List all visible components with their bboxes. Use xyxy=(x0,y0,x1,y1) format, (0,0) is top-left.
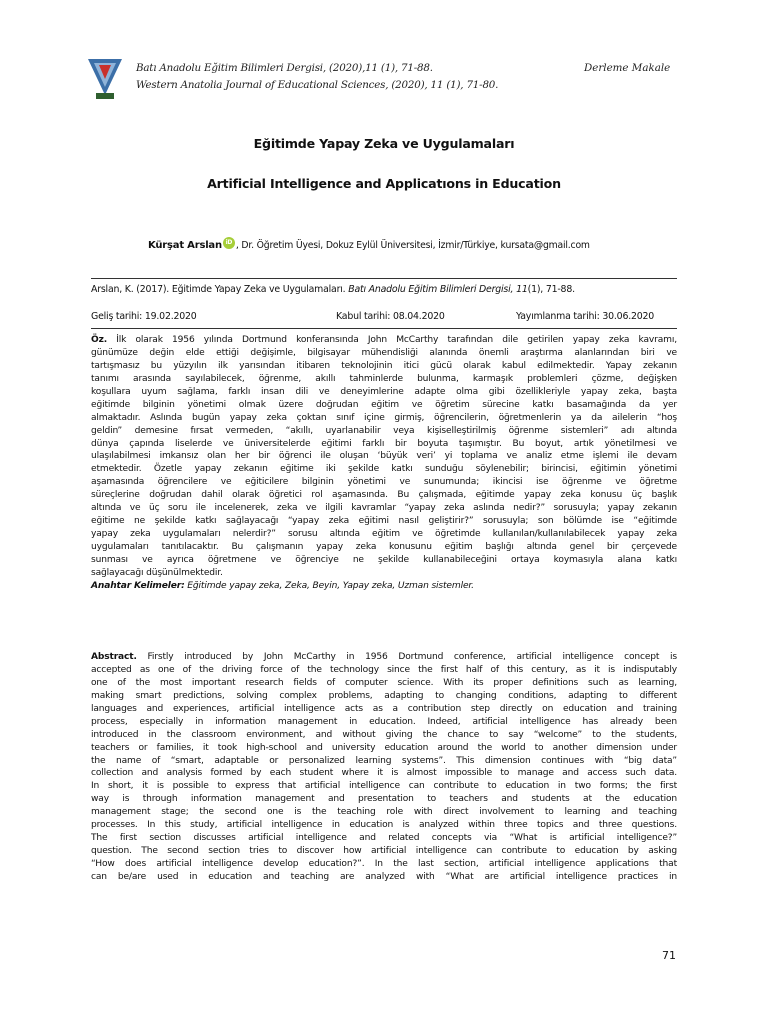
text-line: sağlayacağı düşünülmektedir. xyxy=(91,567,223,578)
text-line: The first section discusses artificial intelligence and related concepts via “What is artificial intelligence?” xyxy=(91,833,677,844)
text-line: languages and experiences, artificial intelligence acts as a contribution step directly on education and training xyxy=(91,703,677,714)
text-line: eğitimde bilginin yönetimi olmak üzere doğrudan eğitim ve öğretim sürecine katkı basamağında da yer xyxy=(91,399,677,410)
keywords: Anahtar Kelimeler: Eğitimde yapay zeka, Zeka, Beyin, Yapay zeka, Uzman sistemler. xyxy=(91,580,474,591)
text-line: dünya çapında liselerde ve üniversitelerde eğitimi farklı bir boyuta taşımıştır. Bu boyut, artık yönetilmesi ve xyxy=(91,438,677,449)
text-line: accepted as one of the driving force of the technology since the first half of this century, as it is indisputably xyxy=(91,664,677,675)
text-line: günümüze değin elde ettiği değişimle, bilgisayar mühendisliği alanında önemli araştırma alanlarından biri ve xyxy=(91,347,677,358)
english-abstract xyxy=(91,651,677,884)
text-line: collection and analysis formed by each student where it is almost impossible to manage and access such data. xyxy=(91,768,677,779)
text-line: making smart predictions, solving complex problems, adapting to changing conditions, adapting to different xyxy=(91,690,677,701)
text-line: etmektedir. Özetle yapay zekanın eğitime iki şekilde katkı sunduğu söylenebilir; birincisi, eğitimin yönetimi xyxy=(91,464,677,475)
text-line: management stage; the second one is the teaching role with direct involvement to learning and teaching xyxy=(91,807,677,818)
text-line: Abstract. Firstly introduced by John McCarthy in 1956 Dortmund conference, artificial intelligence concept is xyxy=(91,652,677,662)
received-date: Geliş tarihi: 19.02.2020 xyxy=(91,311,197,322)
journal-logo-icon xyxy=(86,55,124,101)
text-line: the name of “smart, adaptable or personalized learning systems”. This dimension continues with “big data” xyxy=(91,755,677,766)
text-line: aşamasında öğrencilere ve eğiticilere bilginin yönetimi ve sunumunda; ikincisi ise öğrenme ve öğretme xyxy=(91,477,677,488)
text-line: sunması ve ayrıca öğretmene ve öğrenciye ne şekilde kullanabileceğini ortaya koymasıyla alana katkı xyxy=(91,554,677,565)
text-line: teachers or families, it took high-school and university education around the world to another dimension under xyxy=(91,742,677,753)
accepted-date: Kabul tarihi: 08.04.2020 xyxy=(336,311,445,322)
text-line: tartışmasız bu yüzyılın ilk yarısından itibaren teknolojinin itici gücü olarak kabul edilmektedir. Yapay zekanın xyxy=(91,360,677,371)
title-english: Artificial Intelligence and Applicatıons in Education xyxy=(207,176,561,191)
text-line: “How does artificial intelligence develop education?”. In the last section, artificial intelligence applications that xyxy=(91,859,677,869)
text-line: can be/are used in education and teaching are analyzed with “What are artificial intelligence practices in xyxy=(91,871,677,882)
divider xyxy=(91,278,677,279)
text-line: geldin” demesine fırsat vermeden, “akıllı, uyarlanabilir veya kişiselleştirilmiş öğrenme sistemleri” adı altında xyxy=(91,425,677,436)
text-line: way is through information management and presentation to teachers and students at the education xyxy=(91,794,677,805)
citation: Arslan, K. (2017). Eğitimde Yapay Zeka ve Uygulamaları. Batı Anadolu Eğitim Bilimleri Dergisi, 11(1), 71-88. xyxy=(91,284,575,295)
text-line: ulaşılabilmesi imkansız olan her bir öğrenci ile oluşan ‘büyük veri’ yi toplama ve analiz etme işlemi ile devam xyxy=(91,451,677,462)
text-line: Öz. İlk olarak 1956 yılında Dortmund konferansında John McCarthy tarafından dile getirilen yapay zeka kavramı, xyxy=(91,335,677,345)
author-affiliation: , Dr. Öğretim Üyesi, Dokuz Eylül Üniversitesi, İzmir/Türkiye, kursata@gmail.com xyxy=(235,240,590,251)
article-type: Derleme Makale xyxy=(584,62,671,74)
text-line: eğitime ne şekilde katkı sağlayacağı “yapay zeka eğitimi nasıl geliştirir?” sorusuyla; son bölümde ise “eğitimde xyxy=(91,516,677,527)
text-line: tanımı arasında sayılabilecek, öğrenme, akıllı tahminlerde bulunma, karmaşık problemleri çözme, değişken xyxy=(91,373,677,384)
orcid-icon[interactable]: iD xyxy=(223,237,235,249)
text-line: question. The second section tries to discover how artificial intelligence can contribute to education by asking xyxy=(91,846,677,857)
title-turkish: Eğitimde Yapay Zeka ve Uygulamaları xyxy=(253,136,515,151)
text-line: altında ve üç soru ile incelenerek, zeka ve ilgili kavramlar “yapay zeka aslında nedir?” sorusuyla; yapay zekanın xyxy=(91,503,677,514)
text-line: süreçlerine doğrudan dahil olarak öğretici rol aşamasında. Bu çalışmada, eğitimde yapay zeka konusu üç başlık xyxy=(91,490,677,501)
text-line: processes. In this study, artificial intelligence in education is analyzed within three topics and three questions. xyxy=(91,820,677,831)
author-line xyxy=(148,237,590,251)
divider xyxy=(91,328,677,329)
text-line: almaktadır. Aslında bugün yapay zeka çoktan sınıf içine girmiş, öğrencilerin, öğretmenlerin ya da ailelerin “hoş xyxy=(91,412,677,423)
oz-abstract xyxy=(91,334,677,593)
page-number: 71 xyxy=(662,949,676,962)
text-line: yapay zeka uygulamaları nelerdir?” sorusu altında eğitim ve öğretimde kullanılan/kullanılabilecek yapay zeka xyxy=(91,529,677,540)
text-line: koşullara uyum sağlama, farklı insan dili ve deneyimlerine adapte olma gibi özellikleriyle yapay zeka, başta xyxy=(91,386,677,397)
author-name: Kürşat Arslan xyxy=(148,240,222,251)
text-line: one of the most important research fields of computer science. With its proper definitions such as learning, xyxy=(91,677,677,688)
text-line: introduced in the classroom environment, and without giving the chance to say “welcome” to the students, xyxy=(91,729,677,740)
journal-citation-en: Western Anatolia Journal of Educational Sciences, (2020), 11 (1), 71-80. xyxy=(136,79,499,91)
published-date: Yayımlanma tarihi: 30.06.2020 xyxy=(516,311,655,322)
journal-citation-tr: Batı Anadolu Eğitim Bilimleri Dergisi, (2020),11 (1), 71-88. xyxy=(136,62,433,74)
text-line: uygulamaları tanıtılacaktır. Bu çalışmanın yapay zeka konusunu eğitim başlığı altında genel bir çerçevede xyxy=(91,542,677,552)
text-line: process, especially in information management in education. Indeed, artificial intelligence has already been xyxy=(91,716,677,727)
text-line: In short, it is possible to express that artificial intelligence can contribute to education in two forms; the first xyxy=(91,781,677,792)
